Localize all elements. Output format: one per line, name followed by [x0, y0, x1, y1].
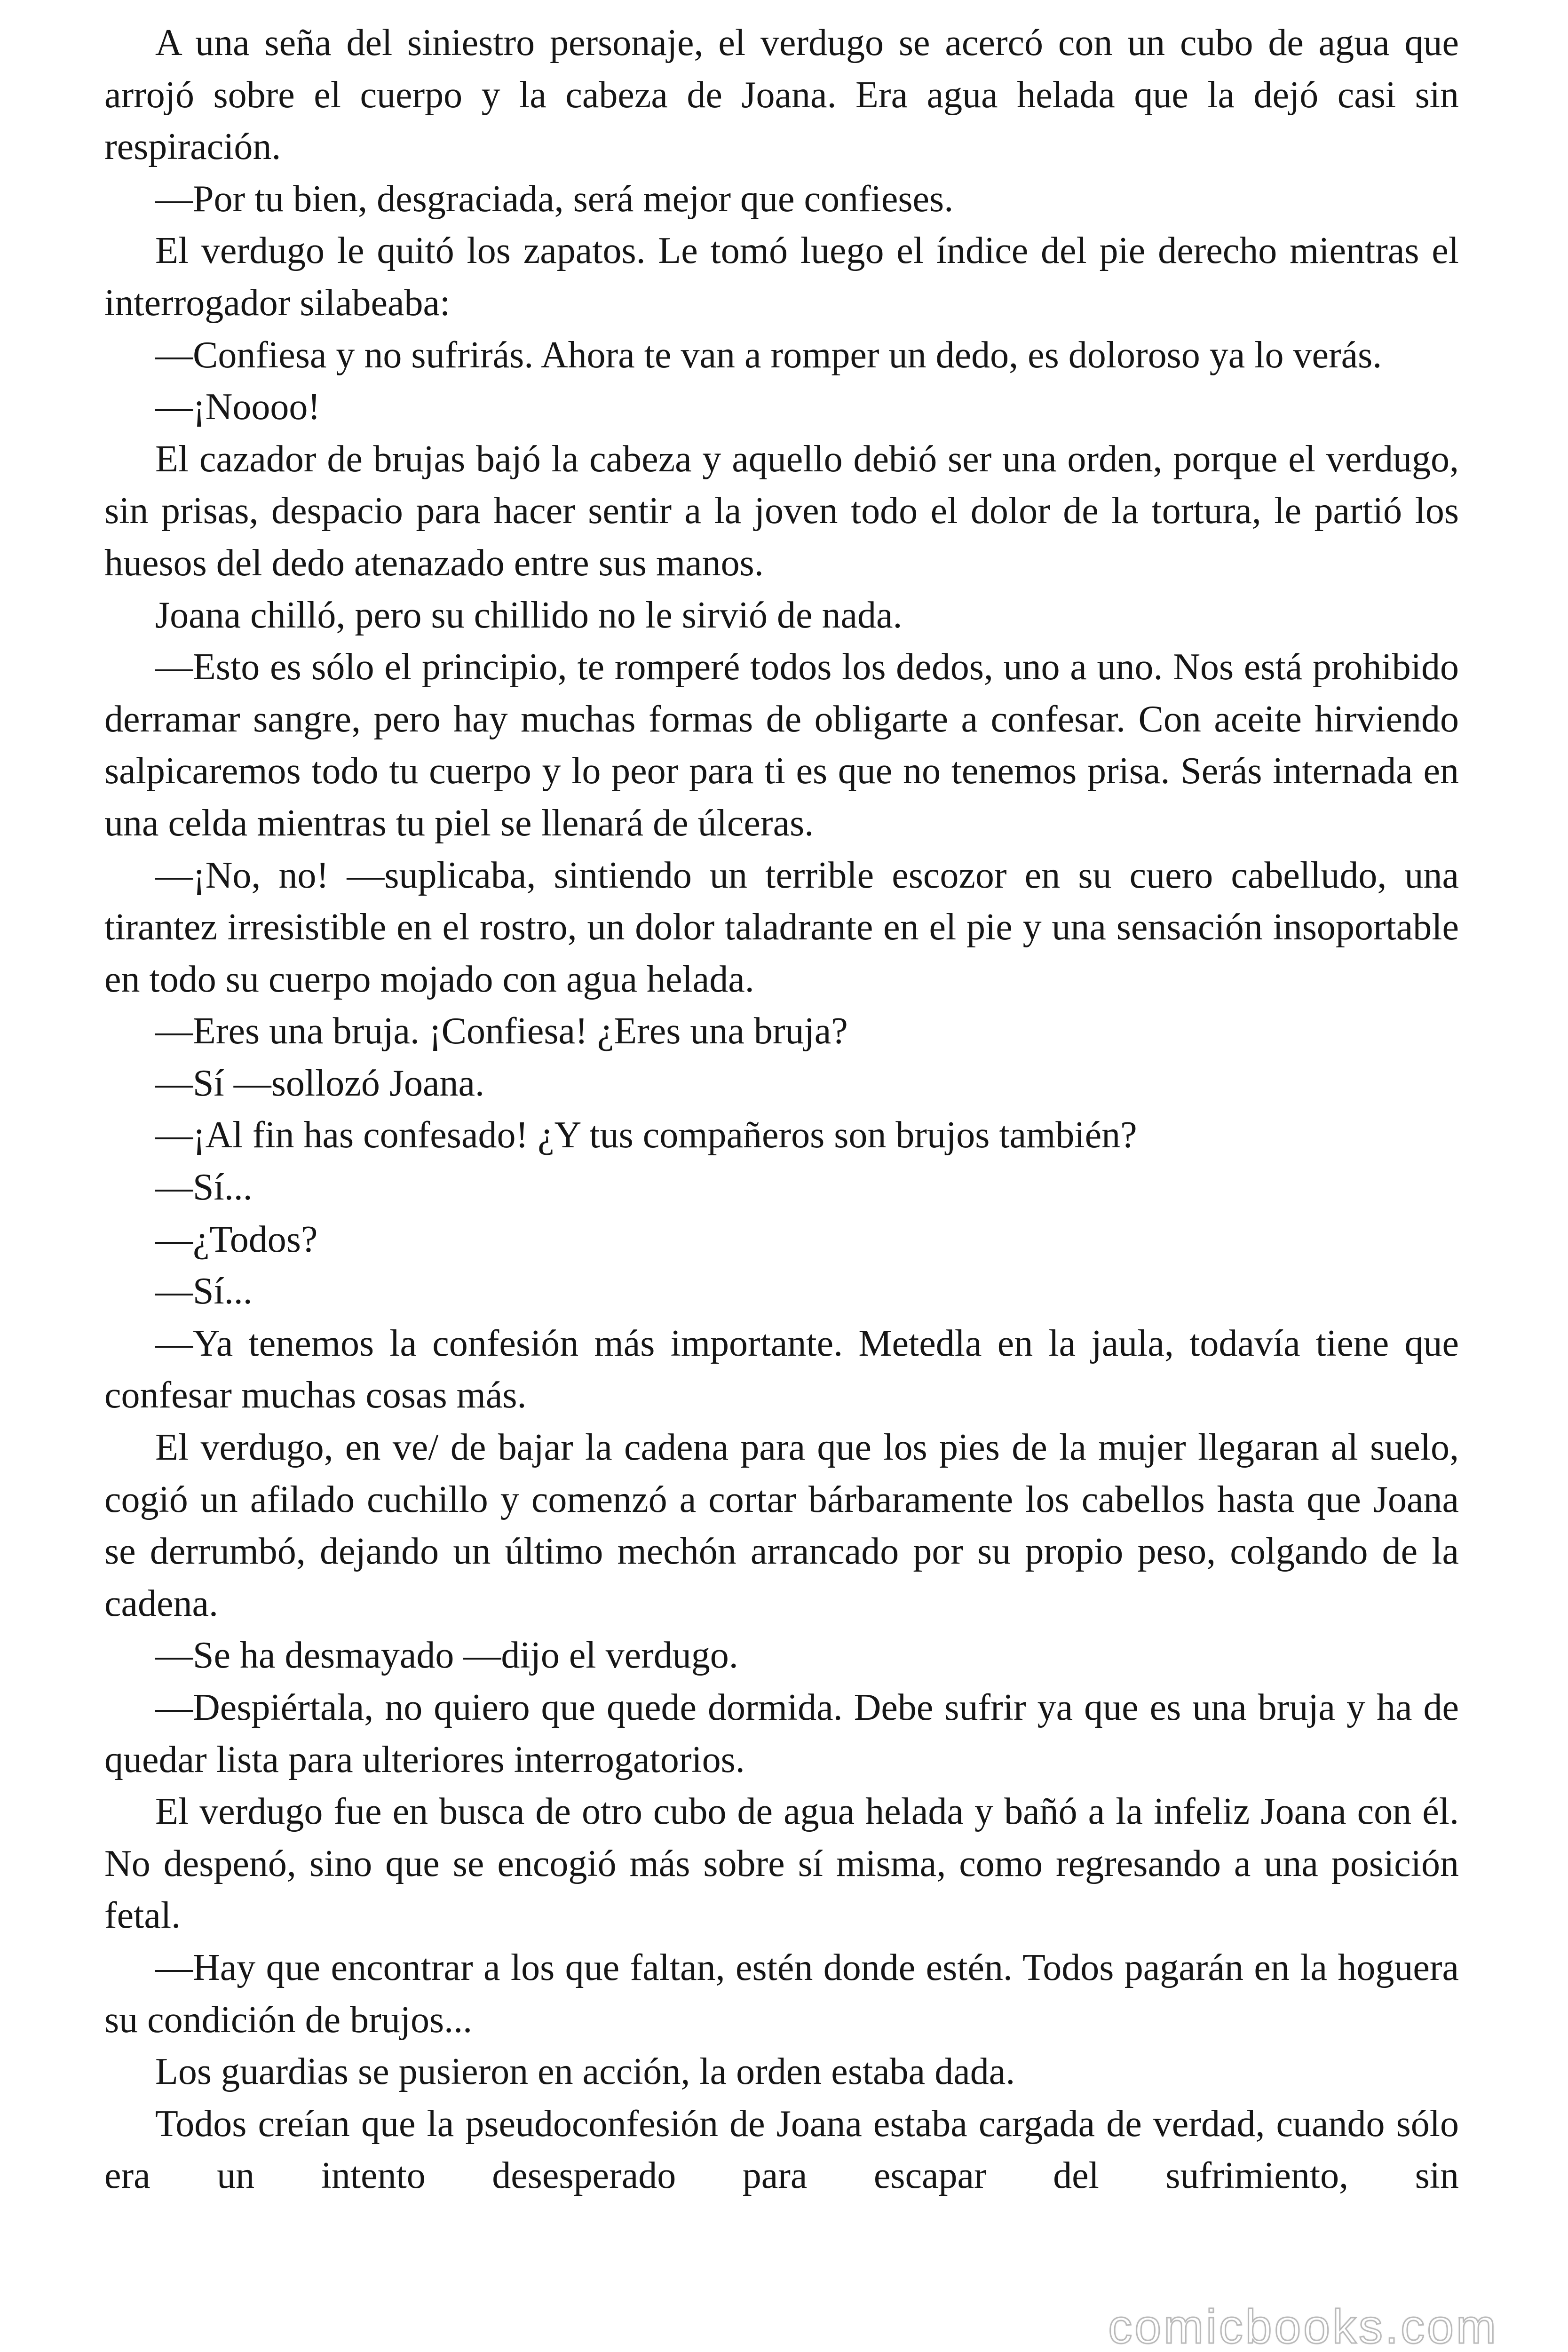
paragraph-7: Joana chilló, pero su chillido no le sirvió de nada.: [155, 594, 903, 636]
paragraph-5: —¡Noooo!: [155, 386, 321, 428]
paragraph-14: —¿Todos?: [155, 1218, 318, 1260]
watermark-logo: comicbooks.com: [1108, 2300, 1498, 2352]
paragraph-2: —Por tu bien, desgraciada, será mejor que confieses.: [155, 178, 954, 220]
page-text-body: [104, 17, 1459, 2202]
paragraph-3: El verdugo le quitó los zapatos. Le tomó luego el índice del pie derecho mientras el interrogador silabeaba:: [104, 230, 1459, 324]
paragraph-1: A una seña del siniestro personaje, el verdugo se acercó con un cubo de agua que arrojó sobre el cuerpo y la cabeza de Joana. Era agua helada que la dejó casi sin respiración.: [104, 22, 1459, 168]
paragraph-16: —Ya tenemos la confesión más importante. Metedla en la jaula, todavía tiene que confesar muchas cosas más.: [104, 1322, 1459, 1416]
paragraph-8: —Esto es sólo el principio, te romperé todos los dedos, uno a uno. Nos está prohibido derramar sangre, pero hay muchas formas de obligarte a confesar. Con aceite hirviendo salpicaremos todo tu cuerpo y lo peor para ti es que no tenemos prisa. Serás internada en una celda mientras tu piel se llenará de úlceras.: [104, 646, 1459, 844]
paragraph-10: —Eres una bruja. ¡Confiesa! ¿Eres una bruja?: [155, 1010, 848, 1052]
paragraph-20: El verdugo fue en busca de otro cubo de agua helada y bañó a la infeliz Joana con él. No despenó, sino que se encogió más sobre sí misma, como regresando a una posición fetal.: [104, 1791, 1459, 1937]
paragraph-15: —Sí...: [155, 1271, 253, 1312]
paragraph-18: —Se ha desmayado —dijo el verdugo.: [155, 1635, 738, 1677]
paragraph-9: —¡No, no! —suplicaba, sintiendo un terrible escozor en su cuero cabelludo, una tirantez irresistible en el rostro, un dolor taladrante en el pie y una sensación insoportable en todo su cuerpo mojado con agua helada.: [104, 854, 1459, 1000]
paragraph-12: —¡Al fin has confesado! ¿Y tus compañeros son brujos también?: [155, 1114, 1137, 1156]
paragraph-17: El verdugo, en ve/ de bajar la cadena para que los pies de la mujer llegaran al suelo, cogió un afilado cuchillo y comenzó a cortar bárbaramente los cabellos hasta que Joana se derrumbó, dejando un último mechón arrancado por su propio peso, colgando de la cadena.: [104, 1427, 1459, 1624]
paragraph-4: —Confiesa y no sufrirás. Ahora te van a romper un dedo, es doloroso ya lo verás.: [155, 334, 1382, 376]
paragraph-13: —Sí...: [155, 1167, 253, 1208]
paragraph-11: —Sí —sollozó Joana.: [155, 1062, 484, 1104]
paragraph-21: —Hay que encontrar a los que faltan, estén donde estén. Todos pagarán en la hoguera su condición de brujos...: [104, 1947, 1459, 2041]
paragraph-23: Todos creían que la pseudoconfesión de Joana estaba cargada de verdad, cuando sólo era un intento desesperado para escapar del sufrimiento, sin: [104, 2103, 1459, 2197]
paragraph-22: Los guardias se pusieron en acción, la orden estaba dada.: [155, 2051, 1015, 2093]
paragraph-19: —Despiértala, no quiero que quede dormida. Debe sufrir ya que es una bruja y ha de quedar lista para ulteriores interrogatorios.: [104, 1687, 1459, 1780]
paragraph-6: El cazador de brujas bajó la cabeza y aquello debió ser una orden, porque el verdugo, sin prisas, despacio para hacer sentir a la joven todo el dolor de la tortura, le partió los huesos del dedo atenazado entre sus manos.: [104, 438, 1459, 584]
